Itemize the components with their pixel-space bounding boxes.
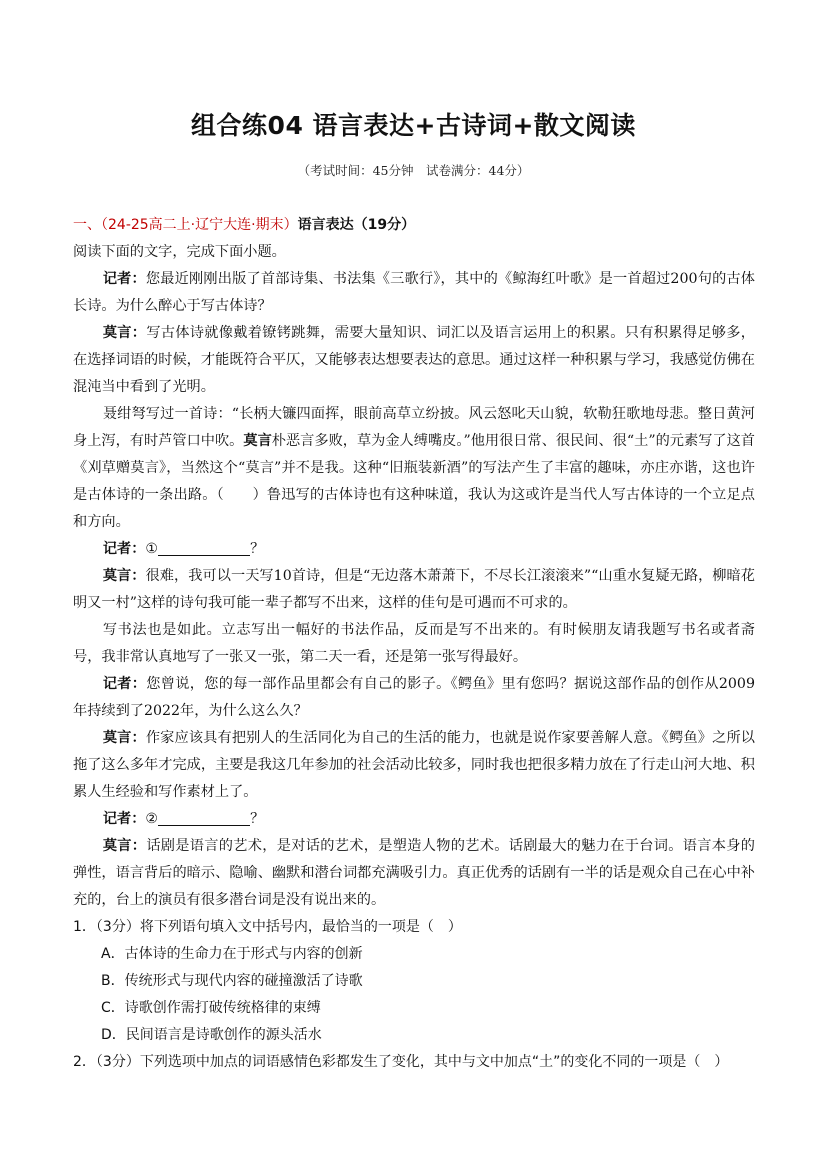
dialogue-paragraph — [73, 806, 755, 833]
paragraph-text: 朴恶言多败，草为金人缚嘴皮。”他用很日常、很民间、很“土”的元素写了这首《刈草赠莫言》，当然这个“莫言”并不是我。这种“旧瓶装新酒”的写法产生了丰富的趣味，亦庄亦谐，这也许是古体诗的一条出路。（ ）鲁迅写的古体诗也有这种味道，我认为这或许是当代人写古体诗的一个立足点和方向。 — [73, 433, 755, 530]
paragraph-text: 作家应该具有把别人的生活同化为自己的生活的能力，也就是说作家要善解人意。《鳄鱼》之所以拖了这么多年才完成，主要是我这几年参加的社会活动比较多，同时我也把很多精力放在了行走山河大地、积累人生经验和写作素材上了。 — [73, 730, 755, 800]
answer-option-b[interactable]: B．传统形式与现代内容的碰撞激活了诗歌 — [101, 973, 363, 989]
dialogue-paragraph — [73, 320, 755, 401]
section-name: 语言表达（19分） — [297, 217, 416, 233]
section-number: 一、 — [73, 217, 101, 233]
paragraph-text: 很难，我可以一天写10首诗，但是“无边落木萧萧下，不尽长江滚滚来”“山重水复疑无路，柳暗花明又一村”这样的诗句我可能一辈子都写不出来，这样的佳句是可遇而不可求的。 — [73, 568, 755, 611]
dialogue-paragraph — [73, 725, 755, 806]
exam-info: （考试时间：45分钟 试卷满分：44分） — [297, 163, 530, 178]
blank-number: ① — [145, 541, 159, 557]
answer-option-d[interactable]: D．民间语言是诗歌创作的源头活水 — [101, 1027, 322, 1043]
speaker-label: 莫言： — [102, 325, 147, 341]
paragraph-text: 您最近刚刚出版了首部诗集、书法集《三歌行》，其中的《鲸海红叶歌》是一首超过200句的古体长诗。为什么醉心于写古体诗？ — [73, 271, 755, 314]
speaker-label: 记者： — [102, 676, 147, 692]
speaker-label: 莫言： — [102, 838, 147, 854]
speaker-label: 记者： — [102, 271, 146, 287]
section-source: （24-25高二上·辽宁大连·期末） — [101, 217, 298, 233]
dialogue-paragraph — [73, 671, 755, 725]
paragraph-text: 写古体诗就像戴着镣铐跳舞，需要大量知识、词汇以及语言运用上的积累。只有积累得足够多，在选择词语的时候，才能既符合平仄，又能够表达想要表达的意思。通过这样一种积累与学习，我感觉仿佛在混沌当中看到了光明。 — [73, 325, 755, 395]
answer-blank[interactable] — [158, 538, 250, 556]
dialogue-paragraph — [73, 833, 755, 914]
paragraph-text: 聂绀弩写过一首诗：“长柄大镰四面挥，眼前高草立纷披。风云怒叱天山貌，软勒狂歌地母悲。整日黄河身上泻，有时芦管口中吹。 — [73, 406, 755, 449]
paragraph-text: 您曾说，您的每一部作品里都会有自己的影子。《鳄鱼》里有您吗？据说这部作品的创作从2009年持续到了2022年，为什么这么久？ — [73, 676, 755, 719]
answer-option-c[interactable]: C．诗歌创作需打破传统格律的束缚 — [101, 1000, 321, 1016]
bold-name: 莫言 — [243, 433, 272, 449]
dialogue-paragraph — [73, 536, 755, 563]
speaker-label: 记者： — [102, 541, 146, 557]
answer-blank[interactable] — [158, 808, 250, 826]
dialogue-paragraph — [73, 401, 755, 536]
speaker-label: 记者： — [102, 811, 146, 827]
dialogue-paragraph — [73, 563, 755, 617]
paragraph-text: 话剧是语言的艺术，是对话的艺术，是塑造人物的艺术。话剧最大的魅力在于台词。语言本身的弹性，语言背后的暗示、隐喻、幽默和潜台词都充满吸引力。真正优秀的话剧有一半的话是观众自己在心中补充的，台上的演员有很多潜台词是没有说出来的。 — [73, 838, 755, 908]
dialogue-paragraph — [73, 266, 755, 320]
question-mark: ？ — [250, 541, 265, 557]
question-stem: 1．（3分）将下列语句填入文中括号内，最恰当的一项是（ ） — [73, 919, 462, 935]
question-mark: ？ — [250, 811, 265, 827]
speaker-label: 莫言： — [102, 568, 146, 584]
question-stem: 2．（3分）下列选项中加点的词语感情色彩都发生了变化，其中与文中加点“土”的变化不同的一项是（ ） — [73, 1054, 729, 1070]
document-body — [73, 212, 755, 1076]
page-title: 组合练04 语言表达+古诗词+散文阅读 — [191, 111, 636, 140]
intro-text: 阅读下面的文字，完成下面小题。 — [73, 244, 286, 260]
speaker-label: 莫言： — [102, 730, 146, 746]
section-heading — [73, 212, 755, 239]
blank-number: ② — [145, 811, 159, 827]
answer-option-a[interactable]: A．古体诗的生命力在于形式与内容的创新 — [101, 946, 363, 962]
dialogue-paragraph: 写书法也是如此。立志写出一幅好的书法作品，反而是写不出来的。有时候朋友请我题写书名或者斋号，我非常认真地写了一张又一张，第二天一看，还是第一张写得最好。 — [73, 622, 755, 665]
